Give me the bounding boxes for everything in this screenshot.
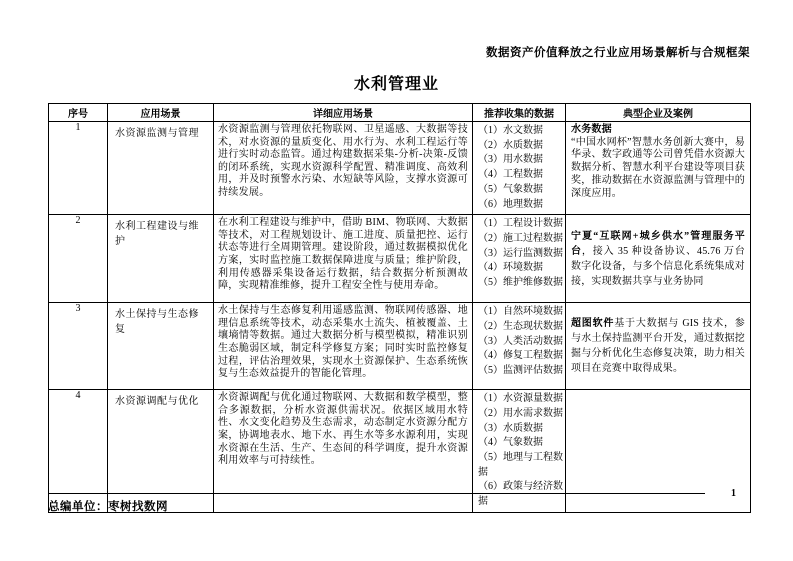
data-item: （4）修复工程数据: [478, 350, 563, 362]
case-title: 宁夏“互联网+城乡供水”管理服务平台: [571, 230, 745, 257]
scenario-detail: 水资源调配与优化通过物联网、大数据和数学模型，整合多源数据，分析水资源供需状况。依据区域用水特性、水文变化趋势及生态需求，动态制定水资源分配方案，协调地表水、地下水、再生水等多水源利用，实现水资源在生活、生产、生态间的科学调度，提升水资源利用效率与可持续性。: [214, 390, 473, 513]
document-header: 数据资产价值释放之行业应用场景解析与合规框架: [486, 47, 750, 59]
scenario-name: 水土保持与生态修复: [108, 303, 214, 390]
recommended-data-list: [473, 122, 566, 215]
data-item: （1）自然环境数据: [478, 306, 563, 318]
data-item: （2）施工过程数据: [478, 232, 563, 244]
scenario-name: 水利工程建设与维护: [108, 215, 214, 303]
table-row: [49, 215, 751, 303]
row-index: 1: [49, 122, 108, 215]
recommended-data-list: [473, 303, 566, 390]
data-item: （3）水质数据: [478, 422, 543, 434]
data-item: （2）水质数据: [478, 139, 543, 151]
data-item: （4）气象数据: [478, 437, 543, 449]
case-text: “中国水网杯”智慧水务创新大赛中，易华录、数字政通等公司曾凭借水资源大数据分析、智慧水利平台建设等项目获奖，推动数据在水资源监测与管理中的深度应用。: [571, 136, 745, 199]
case-text: 基于大数据与 GIS 技术，参与水土保持监测平台开发，通过数据挖掘与分析优化生态修复决策，助力相关项目在竞赛中取得成果。: [571, 318, 745, 375]
scenario-name: 水资源监测与管理: [108, 122, 214, 215]
data-item: （1）水文数据: [478, 125, 543, 136]
case-text: ，接入 35 种设备协议、45.76 万台数字化设备，与多个信息化系统集成对接，实现数据共享与业务协同: [571, 245, 745, 287]
table-row: [49, 122, 751, 215]
case-title: 超图软件: [571, 318, 615, 330]
data-item: （2）用水需求数据: [478, 407, 563, 419]
page-number: 1: [731, 488, 736, 499]
scenario-table: [48, 103, 751, 513]
column-header-detail: 详细应用场景: [214, 104, 473, 122]
recommended-data-list: [473, 215, 566, 303]
publisher-label: 总编单位：枣树找数网: [48, 501, 168, 513]
data-item: （5）地理与工程数据: [478, 452, 563, 478]
table-header-row: [49, 104, 751, 122]
table-row: [49, 303, 751, 390]
data-item: （5）维护维修数据: [478, 277, 563, 289]
row-index: 2: [49, 215, 108, 303]
footer-divider: [48, 493, 705, 494]
column-header-case: 典型企业及案例: [566, 104, 751, 122]
data-item: （6）地理数据: [478, 198, 543, 210]
data-item: （5）气象数据: [478, 183, 543, 195]
case-cell: [566, 215, 751, 303]
column-header-data: 推荐收集的数据: [473, 104, 566, 122]
data-item: （3）人类活动数据: [478, 335, 563, 347]
case-cell: [566, 122, 751, 215]
row-index: 4: [49, 390, 108, 513]
data-item: （1）工程设计数据: [478, 218, 563, 230]
data-item: （4）工程数据: [478, 169, 543, 181]
page-title: 水利管理业: [353, 76, 439, 93]
scenario-detail: 在水利工程建设与维护中，借助 BIM、物联网、大数据等技术，对工程规划设计、施工进度、质量把控、运行状态等进行全周期管理。建设阶段，通过数据模拟优化方案，实时监控施工数据保障进度与质量；维护阶段，利用传感器采集设备运行数据，结合数据分析预测故障，实现精准维修，提升工程安全性与使用寿命。: [214, 215, 473, 303]
data-item: （5）监测评估数据: [478, 365, 563, 377]
scenario-name: 水资源调配与优化: [108, 390, 214, 513]
data-item: （1）水资源量数据: [478, 393, 563, 405]
column-header-scenario: 应用场景: [108, 104, 214, 122]
scenario-detail: 水土保持与生态修复利用遥感监测、物联网传感器、地理信息系统等技术，动态采集水土流失、植被覆盖、土壤墒情等数据。通过大数据分析与模型模拟，精准识别生态脆弱区域，制定科学修复方案；同时实时监控修复过程，评估治理效果，实现水土资源保护、生态系统恢复与生态效益提升的智能化管理。: [214, 303, 473, 390]
case-cell: [566, 303, 751, 390]
data-item: （3）运行监测数据: [478, 247, 563, 259]
data-item: （6）政策与经济数据: [478, 481, 563, 508]
case-title: 水务数据: [571, 124, 612, 135]
data-item: （2）生态现状数据: [478, 320, 563, 332]
data-item: （4）环境数据: [478, 262, 543, 274]
data-item: （3）用水数据: [478, 154, 543, 166]
column-header-index: 序号: [49, 104, 108, 122]
row-index: 3: [49, 303, 108, 390]
scenario-detail: 水资源监测与管理依托物联网、卫星遥感、大数据等技术，对水资源的量质变化、用水行为、水利工程运行等进行实时动态监管。通过构建数据采集-分析-决策-反馈的闭环系统，实现水资源科学配置、精准调度、高效利用，并及时预警水污染、水短缺等风险，支撑水资源可持续发展。: [214, 122, 473, 215]
